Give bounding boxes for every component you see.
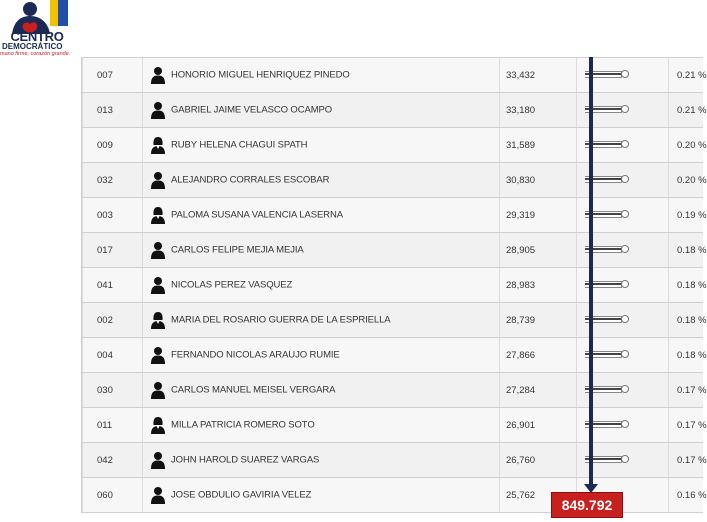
logo-title: CENTRO xyxy=(10,29,64,44)
candidate-percent: 0.19 % xyxy=(669,198,704,233)
candidate-name-cell xyxy=(143,478,500,513)
table-row xyxy=(83,268,704,303)
candidate-name-cell xyxy=(143,163,500,198)
table-row xyxy=(83,93,704,128)
candidate-percent: 0.17 % xyxy=(669,408,704,443)
table-row xyxy=(83,58,704,93)
male-person-icon xyxy=(151,171,165,189)
centro-democratico-logo xyxy=(0,0,74,56)
candidate-name: MARIA DEL ROSARIO GUERRA DE LA ESPRIELLA xyxy=(171,314,391,326)
total-arrow-line xyxy=(589,57,593,486)
female-person-icon xyxy=(151,416,165,434)
candidate-name-cell xyxy=(143,58,500,93)
candidate-code: 060 xyxy=(83,478,143,513)
candidate-name-cell xyxy=(143,303,500,338)
candidate-name: ALEJANDRO CORRALES ESCOBAR xyxy=(171,174,330,186)
male-person-icon xyxy=(151,381,165,399)
candidate-name: FERNANDO NICOLAS ARAUJO RUMIE xyxy=(171,349,340,361)
male-person-icon xyxy=(151,276,165,294)
vote-bar-knob xyxy=(621,105,629,113)
candidate-name-cell xyxy=(143,443,500,478)
candidate-percent: 0.18 % xyxy=(669,233,704,268)
candidate-name: GABRIEL JAIME VELASCO OCAMPO xyxy=(171,104,333,116)
candidate-votes: 27,284 xyxy=(500,373,577,408)
candidate-name: CARLOS MANUEL MEISEL VERGARA xyxy=(171,384,336,396)
candidate-name-cell xyxy=(143,268,500,303)
candidate-name-cell xyxy=(143,198,500,233)
candidate-percent: 0.17 % xyxy=(669,443,704,478)
candidate-name-cell xyxy=(143,128,500,163)
candidate-percent: 0.17 % xyxy=(669,373,704,408)
candidate-code: 042 xyxy=(83,443,143,478)
candidate-name: HONORIO MIGUEL HENRIQUEZ PINEDO xyxy=(171,69,350,81)
candidate-votes: 28,905 xyxy=(500,233,577,268)
candidate-code: 009 xyxy=(83,128,143,163)
vote-bar-knob xyxy=(621,350,629,358)
vote-bar-knob xyxy=(621,315,629,323)
candidate-percent: 0.16 % xyxy=(669,478,704,513)
candidate-name: NICOLAS PEREZ VASQUEZ xyxy=(171,279,293,291)
candidate-code: 032 xyxy=(83,163,143,198)
female-person-icon xyxy=(151,206,165,224)
candidate-code: 041 xyxy=(83,268,143,303)
logo-slogan: mano firme, corazón grande. xyxy=(0,51,71,57)
table-row xyxy=(83,128,704,163)
candidate-percent: 0.20 % xyxy=(669,128,704,163)
candidate-code: 007 xyxy=(83,58,143,93)
vote-bar-knob xyxy=(621,245,629,253)
candidate-votes: 28,739 xyxy=(500,303,577,338)
candidate-percent: 0.18 % xyxy=(669,268,704,303)
candidate-name-cell xyxy=(143,408,500,443)
table-row xyxy=(83,233,704,268)
male-person-icon xyxy=(151,451,165,469)
candidate-code: 030 xyxy=(83,373,143,408)
candidate-code: 013 xyxy=(83,93,143,128)
candidate-name: CARLOS FELIPE MEJIA MEJIA xyxy=(171,244,304,256)
candidate-name-cell xyxy=(143,373,500,408)
candidate-percent: 0.21 % xyxy=(669,93,704,128)
table-row xyxy=(83,408,704,443)
candidate-votes: 27,866 xyxy=(500,338,577,373)
candidate-name: MILLA PATRICIA ROMERO SOTO xyxy=(171,419,315,431)
candidate-name-cell xyxy=(143,338,500,373)
candidate-votes: 25,762 xyxy=(500,478,577,513)
candidate-name-cell xyxy=(143,233,500,268)
vote-bar-knob xyxy=(621,455,629,463)
vote-bar-knob xyxy=(621,385,629,393)
candidate-code: 011 xyxy=(83,408,143,443)
vote-bar-knob xyxy=(621,70,629,78)
candidate-votes: 29,319 xyxy=(500,198,577,233)
candidate-votes: 33,432 xyxy=(500,58,577,93)
candidate-name: PALOMA SUSANA VALENCIA LASERNA xyxy=(171,209,343,221)
candidate-code: 017 xyxy=(83,233,143,268)
male-person-icon xyxy=(151,486,165,504)
table-row xyxy=(83,373,704,408)
results-table xyxy=(81,57,707,513)
logo-subtitle: DEMOCRÁTICO xyxy=(2,42,63,51)
candidate-name: JOSE OBDULIO GAVIRIA VELEZ xyxy=(171,489,312,501)
candidate-votes: 31,589 xyxy=(500,128,577,163)
vote-bar-knob xyxy=(621,210,629,218)
female-person-icon xyxy=(151,311,165,329)
candidate-percent: 0.21 % xyxy=(669,58,704,93)
male-person-icon xyxy=(151,241,165,259)
candidate-name: RUBY HELENA CHAGUI SPATH xyxy=(171,139,308,151)
table-row xyxy=(83,163,704,198)
candidate-votes: 26,901 xyxy=(500,408,577,443)
vote-bar-knob xyxy=(621,140,629,148)
candidate-votes: 26,760 xyxy=(500,443,577,478)
candidate-code: 004 xyxy=(83,338,143,373)
male-person-icon xyxy=(151,101,165,119)
candidate-name-cell xyxy=(143,93,500,128)
candidate-percent: 0.20 % xyxy=(669,163,704,198)
male-person-icon xyxy=(151,66,165,84)
table-row xyxy=(83,303,704,338)
table-row xyxy=(83,338,704,373)
candidate-votes: 33,180 xyxy=(500,93,577,128)
vote-bar-knob xyxy=(621,280,629,288)
table-row xyxy=(83,443,704,478)
total-votes-badge: 849.792 xyxy=(551,492,623,518)
candidate-percent: 0.18 % xyxy=(669,303,704,338)
vote-bar-knob xyxy=(621,175,629,183)
candidate-code: 003 xyxy=(83,198,143,233)
vote-bar-knob xyxy=(621,420,629,428)
table-row xyxy=(83,198,704,233)
male-person-icon xyxy=(151,346,165,364)
female-person-icon xyxy=(151,136,165,154)
candidate-code: 002 xyxy=(83,303,143,338)
candidate-votes: 28,983 xyxy=(500,268,577,303)
candidate-name: JOHN HAROLD SUAREZ VARGAS xyxy=(171,454,320,466)
candidate-votes: 30,830 xyxy=(500,163,577,198)
candidate-percent: 0.18 % xyxy=(669,338,704,373)
